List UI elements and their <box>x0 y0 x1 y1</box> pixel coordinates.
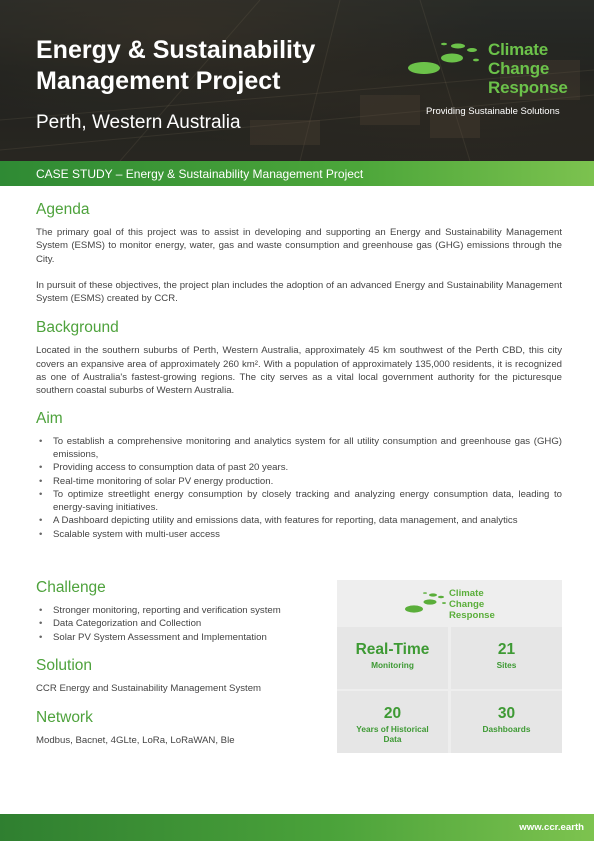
list-item: • Solar PV System Assessment and Implementation <box>36 631 326 644</box>
network-section <box>36 708 326 747</box>
list-item: • Stronger monitoring, reporting and verification system <box>36 604 326 617</box>
network-heading: Network <box>36 709 93 727</box>
logo-line-2: Change <box>449 599 485 610</box>
stat-cell-years <box>337 691 448 753</box>
list-item: • To optimize streetlight energy consumption by closely tracking and analyzing energy consumption data, leading to energy-saving initiatives. <box>36 488 562 515</box>
case-study-banner <box>0 161 594 186</box>
list-item: • Scalable system with multi-user access <box>36 528 562 541</box>
location-subtitle: Perth, Western Australia <box>36 112 241 133</box>
leaf-icon <box>403 588 449 620</box>
logo-line-3: Response <box>449 610 495 621</box>
network-text: Modbus, Bacnet, 4GLte, LoRa, LoRaWAN, Ble <box>36 735 235 747</box>
background-paragraph: Located in the southern suburbs of Perth, Western Australia, approximately 45 km southwest of the Perth CBD, this city covers an expansive area of approximately 260 km². With a population of approximately 135,000 residents, it is recognized as one of Australia's fastest-growing regions. The city serves as a vital local government authority for the picturesque southern coastal suburbs of Western Australia. <box>36 345 562 397</box>
aim-list <box>36 435 562 541</box>
stat-cell-dashboards <box>451 691 562 753</box>
hero-header <box>0 0 594 161</box>
banner-text: CASE STUDY – Energy & Sustainability Management Project <box>36 167 364 181</box>
logo-line-3: Response <box>488 78 568 97</box>
logo-tagline: Providing Sustainable Solutions <box>426 106 560 117</box>
challenge-heading: Challenge <box>36 579 106 596</box>
solution-section <box>36 656 326 695</box>
agenda-section <box>36 200 562 305</box>
list-item: • Data Categorization and Collection <box>36 617 326 630</box>
lower-left-column <box>36 578 326 747</box>
logo-line-1: Climate <box>488 40 549 59</box>
stat-label: Years of Historical Data <box>356 724 429 744</box>
challenge-section <box>36 578 326 644</box>
stat-cell-sites <box>451 627 562 689</box>
footer-link[interactable]: www.ccr.earth <box>519 822 584 833</box>
leaf-icon <box>404 40 488 100</box>
ccr-logo-small <box>403 588 503 620</box>
solution-heading: Solution <box>36 656 93 674</box>
list-item: • Providing access to consumption data of past 20 years. <box>36 461 562 474</box>
stat-label: Sites <box>496 660 517 670</box>
list-item: • A Dashboard depicting utility and emissions data, with features for reporting, data management, and analytics <box>36 514 562 527</box>
logo-line-1: Climate <box>449 588 484 599</box>
list-item: • To establish a comprehensive monitoring and analytics system for all utility consumption and greenhouse gas (GHG) emissions, <box>36 435 562 462</box>
agenda-heading: Agenda <box>36 201 90 218</box>
stats-panel <box>337 580 562 753</box>
background-heading: Background <box>36 319 119 337</box>
stat-value: 20 <box>383 705 402 722</box>
footer-bar <box>0 814 594 841</box>
solution-text: CCR Energy and Sustainability Management System <box>36 682 262 694</box>
list-item: • Real-time monitoring of solar PV energy production. <box>36 475 562 488</box>
aim-section <box>36 409 562 541</box>
stat-value: 21 <box>497 641 516 658</box>
page-title: Energy & Sustainability Management Project <box>36 36 316 95</box>
stat-cell-realtime <box>337 627 448 689</box>
stat-label: Monitoring <box>371 660 414 670</box>
background-section <box>36 318 562 397</box>
stat-label: Dashboards <box>482 724 531 734</box>
stat-value: Real-Time <box>355 641 430 658</box>
challenge-list <box>36 604 326 644</box>
aim-heading: Aim <box>36 409 63 427</box>
stats-logo-area <box>337 580 562 626</box>
agenda-paragraph-1: The primary goal of this project was to assist in developing and supporting an Energy and Sustainability Management System (ESMS) to monitor energy, water, gas and waste consumption and greenhouse gas (GHG) emissions through the City. <box>36 227 562 265</box>
main-content <box>36 200 562 541</box>
logo-line-2: Change <box>488 59 550 78</box>
stat-value: 30 <box>497 705 516 722</box>
ccr-logo <box>404 40 569 120</box>
agenda-paragraph-2: In pursuit of these objectives, the project plan includes the adoption of an advanced Energy and Sustainability Management System (ESMS) created by CCR. <box>36 279 562 305</box>
